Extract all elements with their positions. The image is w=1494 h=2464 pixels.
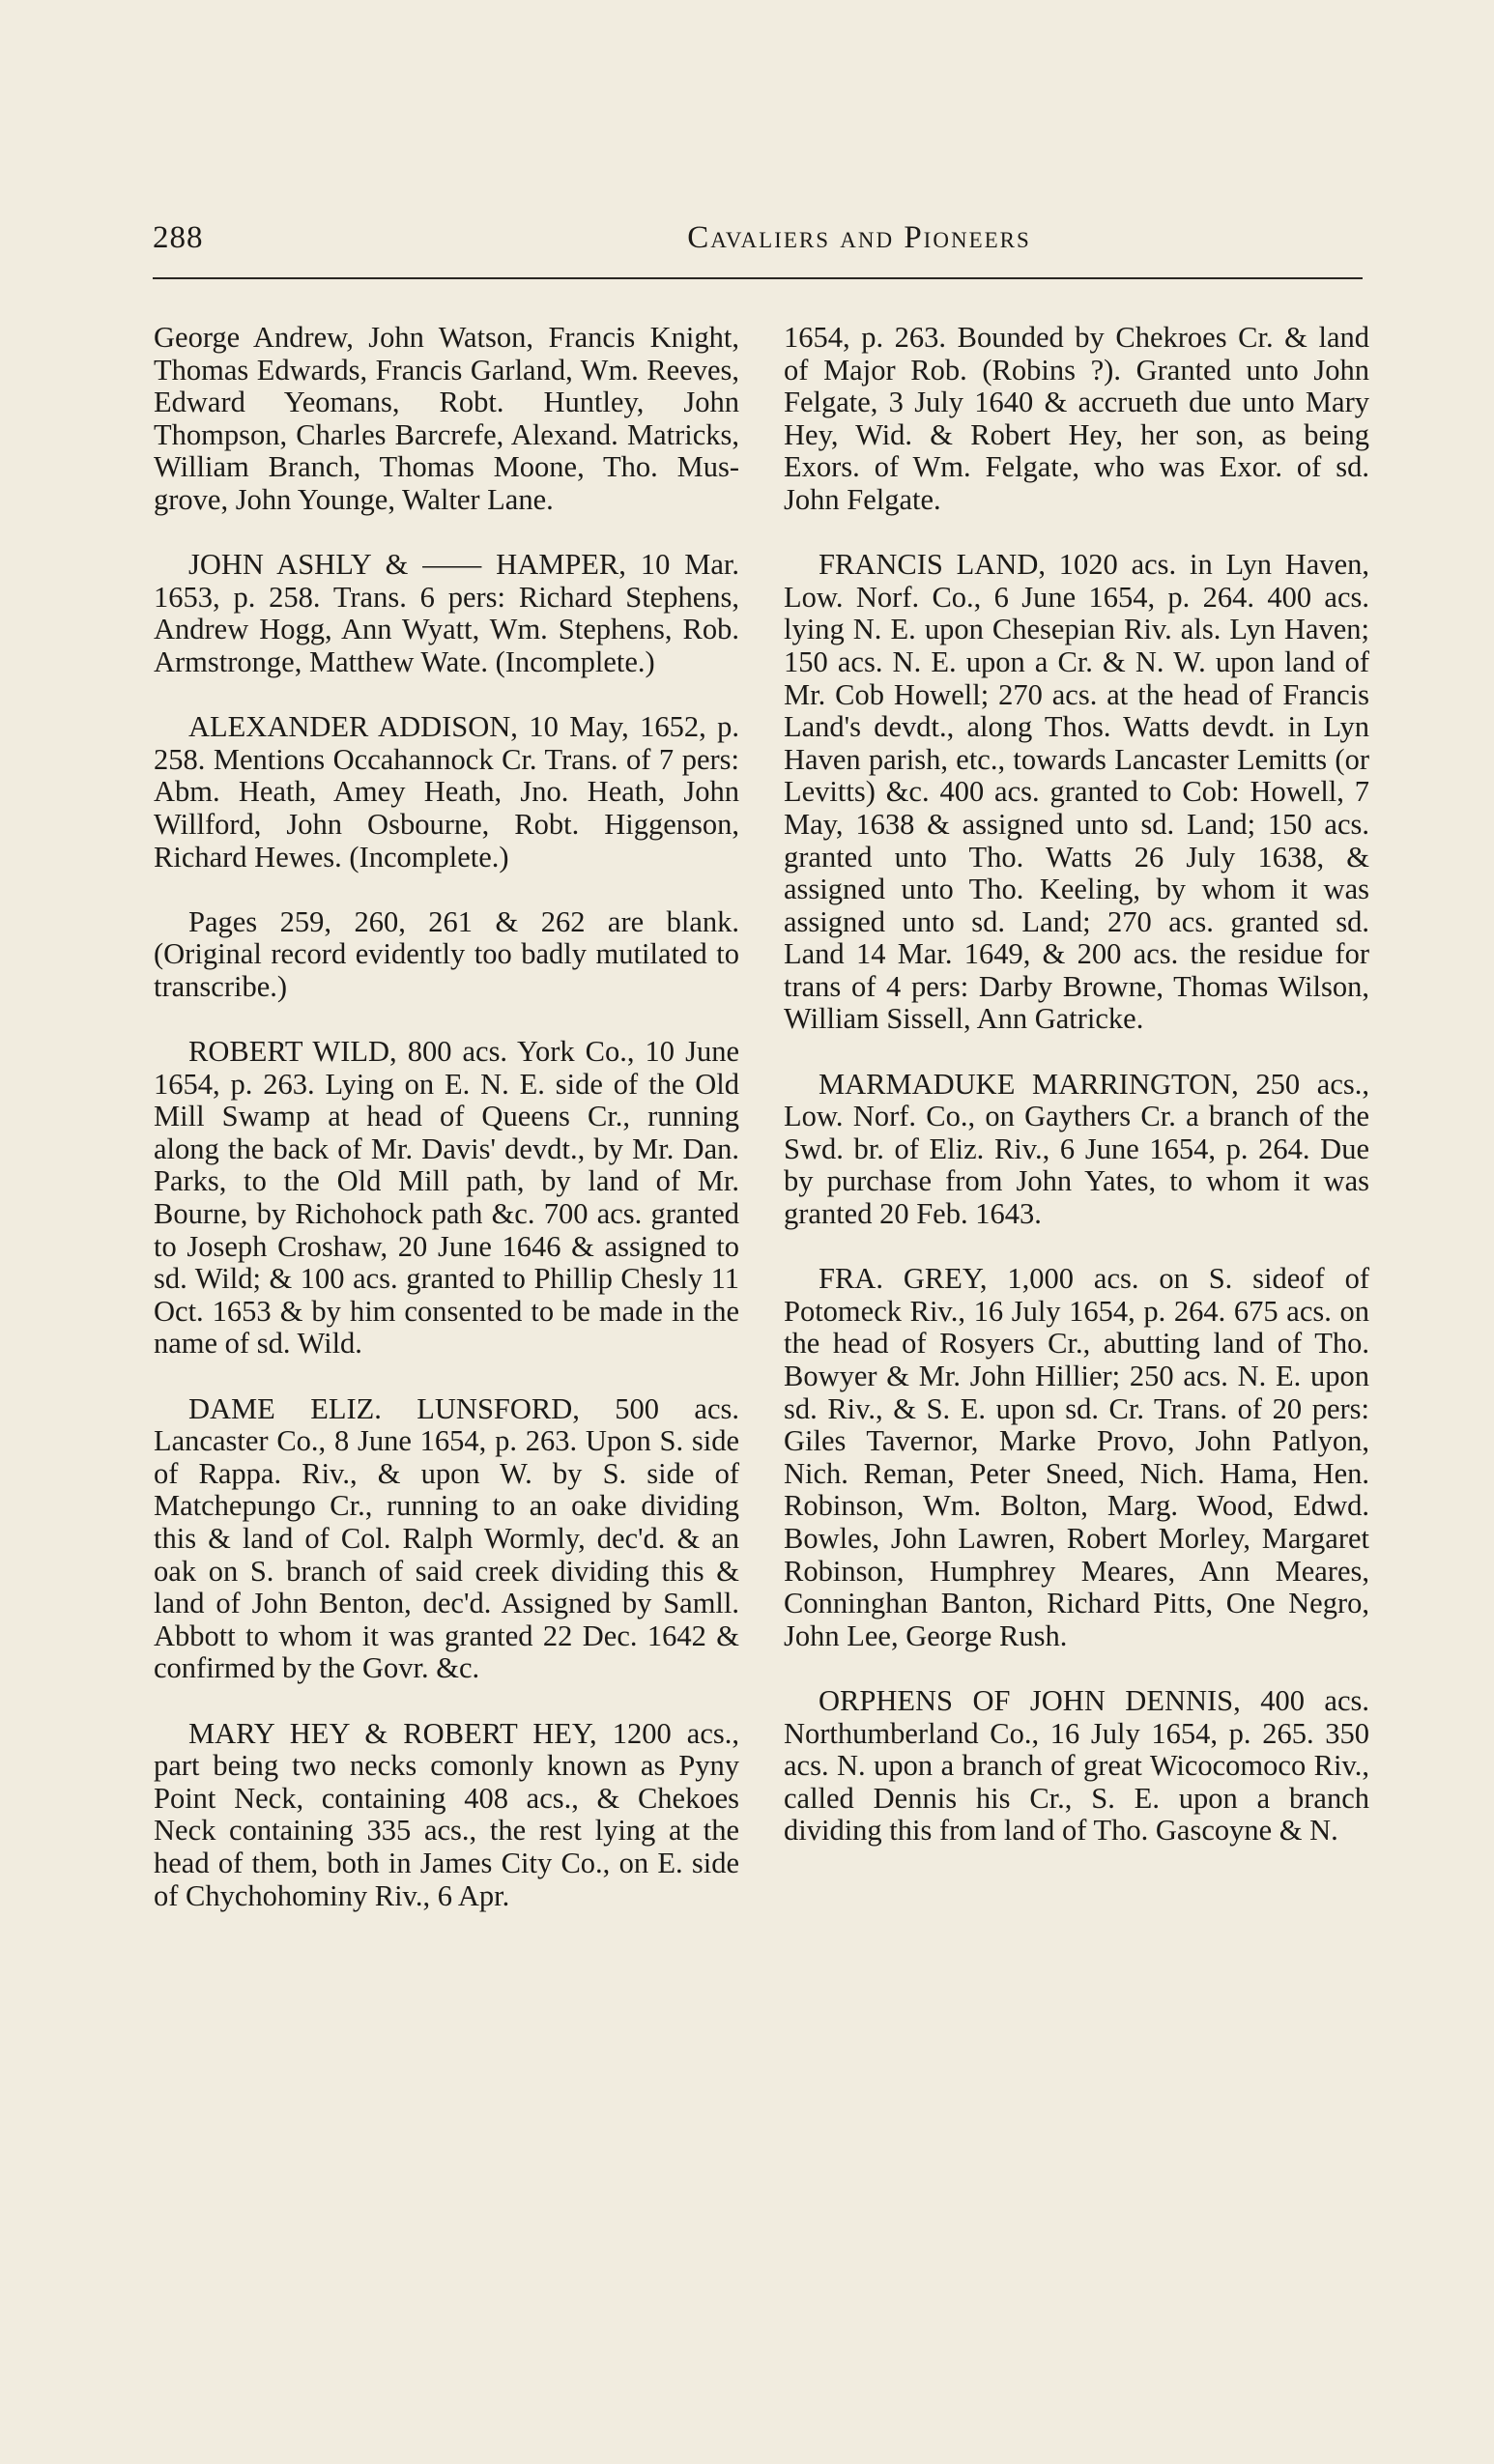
entry-orphens-of-john-dennis: ORPHENS OF JOHN DENNIS, 400 acs. Northumberland Co., 16 July 1654, p. 265. 350 acs. N. upon a branch of great Wicocomoco Riv., called Dennis his Cr., S. E. upon a branch dividing this from land of Tho. Gascoyne & N. [784, 1683, 1369, 1848]
entry-alexander-addison: ALEXANDER ADDISON, 10 May, 1652, p. 258. Mentions Occahannock Cr. Trans. of 7 pers: Abm. Heath, Amey Heath, Jno. Heath, John Willford, John Osbourne, Robt. Higgenson, Richard Hewes. (Incomplete.) [154, 710, 739, 874]
entry-robert-wild: ROBERT WILD, 800 acs. York Co., 10 June 1654, p. 263. Lying on E. N. E. side of the Old Mill Swamp at head of Queens Cr., running along the back of Mr. Davis' devdt., by Mr. Dan. Parks, to the Old Mill path, by land of Mr. Bourne, by Richohock path &c. 700 acs. granted to Joseph Croshaw, 20 June 1646 & assigned to sd. Wild; & 100 acs. granted to Phillip Chesly 11 Oct. 1653 & by him consented to be made in the name of sd. Wild. [154, 1035, 739, 1361]
entry-john-ashly: JOHN ASHLY & —— HAMPER, 10 Mar. 1653, p. 258. Trans. 6 pers: Richard Stephens, Andrew Hogg, Ann Wyatt, Wm. Stephens, Rob. Armstronge, Matthew Wate. (Incomplete.) [154, 548, 739, 678]
entry-fra-grey: FRA. GREY, 1,000 acs. on S. sideof of Potomeck Riv., 16 July 1654, p. 264. 675 acs. on the head of Rosyers Cr., abutting land of Tho. Bowyer & Mr. John Hillier; 250 acs. N. E. upon sd. Riv., & S. E. upon sd. Cr. Trans. of 20 pers: Giles Tavernor, Marke Provo, John Patlyon, Nich. Reman, Peter Sneed, Nich. Hama, Hen. Robinson, Wm. Bolton, Marg. Wood, Edwd. Bowles, John Lawren, Robert Morley, Margaret Robinson, Humphrey Meares, Ann Meares, Conninghan Banton, Richard Pitts, One Negro, John Lee, George Rush. [784, 1262, 1369, 1652]
entry-marmaduke-marrington: MARMADUKE MARRINGTON, 250 acs., Low. Norf. Co., on Gaythers Cr. a branch of the Swd. br. of Eliz. Riv., 6 June 1654, p. 264. Due by purchase from John Yates, to whom it was granted 20 Feb. 1643. [784, 1067, 1369, 1231]
page-title: Cavaliers and Pioneers [687, 220, 1031, 255]
right-column [784, 322, 1369, 1848]
header-rule [153, 277, 1363, 279]
page-number: 288 [153, 220, 204, 255]
running-head [153, 220, 1363, 265]
entry-francis-land: FRANCIS LAND, 1020 acs. in Lyn Haven, Low. Norf. Co., 6 June 1654, p. 264. 400 acs. lying N. E. upon Chesepian Riv. als. Lyn Haven; 150 acs. N. E. upon a Cr. & N. W. upon land of Mr. Cob Howell; 270 acs. at the head of Francis Land's devdt., along Thos. Watts devdt. in Lyn Haven parish, etc., towards Lancaster Lemitts (or Levitts) &c. 400 acs. granted to Cob: Howell, 7 May, 1638 & assigned unto sd. Land; 150 acs. granted unto Tho. Watts 26 July 1638, & assigned unto Tho. Keeling, by whom it was assigned unto sd. Land; 270 acs. granted sd. Land 14 Mar. 1649, & 200 acs. the residue for trans of 4 pers: Darby Browne, Thomas Wilson, William Sissell, Ann Gatricke. [784, 548, 1369, 1036]
entry-continued-names: George Andrew, John Watson, Francis Knight, Thomas Edwards, Francis Garland, Wm. Reeves, Edward Yeomans, Robt. Huntley, John Thompson, Charles Barcrefe, Alexand. Matricks, William Branch, Thomas Moone, Tho. Musgrove, John Younge, Walter Lane. [154, 321, 739, 516]
entry-dame-eliz-lunsford: DAME ELIZ. LUNSFORD, 500 acs. Lancaster Co., 8 June 1654, p. 263. Upon S. side of Rappa. Riv., & upon W. by S. side of Matchepungo Cr., running to an oake dividing this & land of Col. Ralph Wormly, dec'd. & an oak on S. branch of said creek dividing this & land of John Benton, dec'd. Assigned by Samll. Abbott to whom it was granted 22 Dec. 1642 & confirmed by the Govr. &c. [154, 1391, 739, 1685]
entry-hey-continued: 1654, p. 263. Bounded by Chekroes Cr. & land of Major Rob. (Robins ?). Granted unto John Felgate, 3 July 1640 & accrueth due unto Mary Hey, Wid. & Robert Hey, her son, as being Exors. of Wm. Felgate, who was Exor. of sd. John Felgate. [784, 321, 1369, 516]
left-column [154, 322, 739, 1912]
entry-mary-hey-robert-hey: MARY HEY & ROBERT HEY, 1200 acs., part being two necks comonly known as Pyny Point Neck, containing 408 acs., & Chekoes Neck containing 335 acs., the rest lying at the head of them, both in James City Co., on E. side of Chychohominy Riv., 6 Apr. [154, 1716, 739, 1912]
note-blank-pages: Pages 259, 260, 261 & 262 are blank. (Original record evidently too badly mutilated to transcribe.) [154, 904, 739, 1003]
